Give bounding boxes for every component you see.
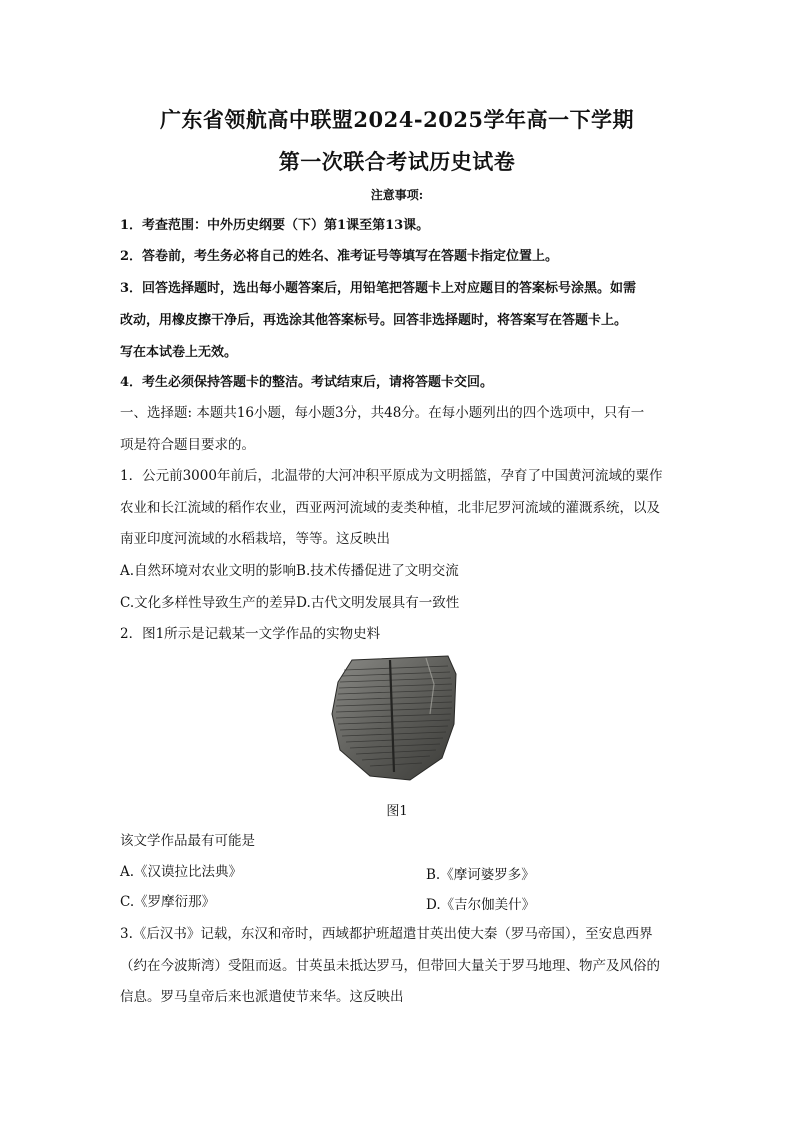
q3-stem-line2: （约在今波斯湾）受阻而返。甘英虽未抵达罗马，但带回大量关于罗马地理、物产及风俗的 [120, 958, 660, 974]
q1-stem-line1: 1．公元前3000年前后，北温带的大河冲积平原成为文明摇篮，孕育了中国黄河流域的粟作 [120, 468, 663, 484]
clay-tablet-figure [330, 654, 460, 784]
q2-option-a: A.《汉谟拉比法典》 [120, 864, 243, 880]
clay-tablet-icon [330, 654, 460, 784]
q1-options-cd: C.文化多样性导致生产的差异D.古代文明发展具有一致性 [120, 595, 460, 611]
q2-stem: 2．图1所示是记载某一文学作品的实物史料 [120, 626, 381, 642]
exam-title-line1: 广东省领航高中联盟2024-2025学年高一下学期 [159, 107, 635, 132]
notice-item-2: 2．答卷前，考生务必将自己的姓名、准考证号等填写在答题卡指定位置上。 [120, 249, 559, 264]
notice-item-3-cont2: 写在本试卷上无效。 [120, 345, 238, 360]
q1-stem-line3: 南亚印度河流域的水稻栽培，等等。这反映出 [120, 531, 390, 547]
q2-option-c: C.《罗摩衍那》 [120, 894, 216, 910]
q3-stem-line3: 信息。罗马皇帝后来也派遣使节来华。这反映出 [120, 989, 404, 1005]
q3-stem-line1: 3.《后汉书》记载，东汉和帝时，西域都护班超遣甘英出使大秦（罗马帝国），至安息西界 [120, 926, 653, 942]
q1-stem-line2: 农业和长江流域的稻作农业，西亚两河流域的麦类种植，北非尼罗河流域的灌溉系统，以及 [120, 500, 660, 516]
figure-caption: 图1 [386, 804, 408, 819]
q2-option-d: D.《吉尔伽美什》 [426, 897, 536, 913]
section-heading-line1: 一、选择题: 本题共16小题，每小题3分，共48分。在每小题列出的四个选项中，只有一 [120, 405, 645, 421]
notice-item-3-cont: 改动，用橡皮擦干净后，再选涂其他答案标号。回答非选择题时，将答案写在答题卡上。 [120, 313, 628, 328]
q2-option-b: B.《摩诃婆罗多》 [426, 867, 535, 883]
notice-item-3: 3．回答选择题时，选出每小题答案后，用铅笔把答题卡上对应题目的答案标号涂黑。如需 [120, 281, 637, 296]
q1-options-ab: A.自然环境对农业文明的影响B.技术传播促进了文明交流 [120, 563, 459, 579]
q2-prompt: 该文学作品最有可能是 [120, 833, 255, 849]
notice-item-4: 4．考生必须保持答题卡的整洁。考试结束后，请将答题卡交回。 [120, 375, 494, 390]
notice-heading: 注意事项: [370, 188, 424, 202]
exam-title-line2: 第一次联合考试历史试卷 [278, 149, 516, 174]
section-heading-line2: 项是符合题目要求的。 [120, 437, 255, 453]
notice-item-1: 1．考查范围：中外历史纲要（下）第1课至第13课。 [120, 218, 430, 233]
